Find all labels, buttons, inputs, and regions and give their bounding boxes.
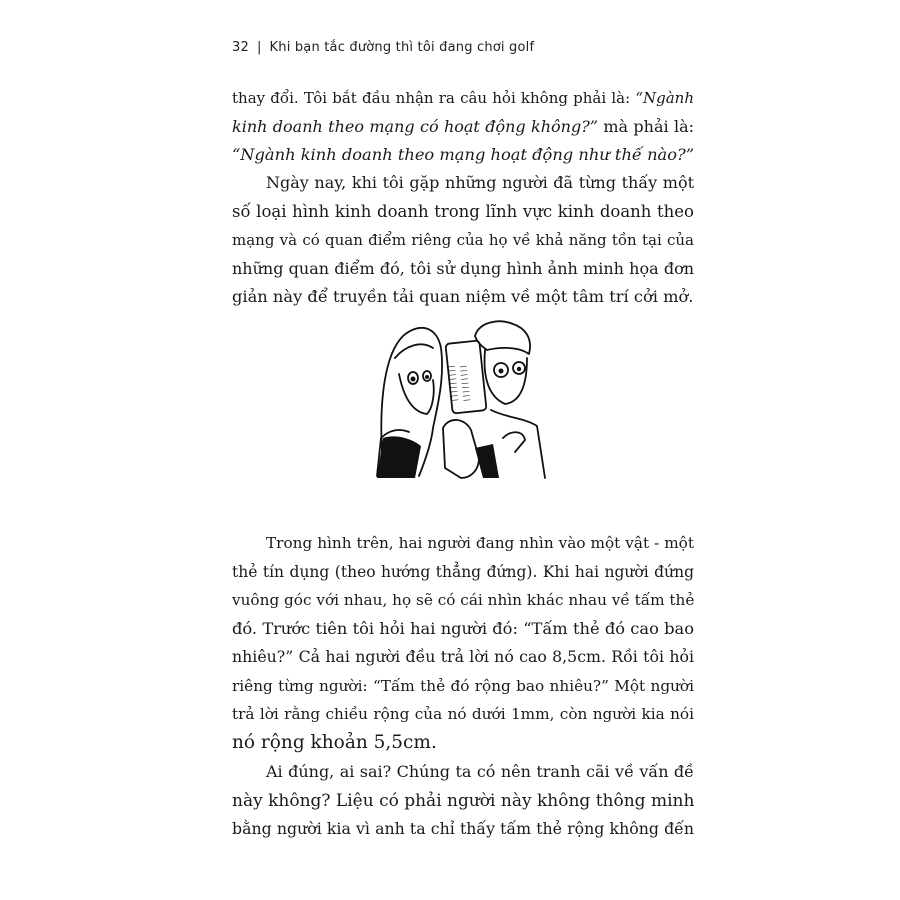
man-face <box>485 350 527 404</box>
woman-hair-inner <box>395 344 433 358</box>
p4-line: bằng người kia vì anh ta chỉ thấy tấm thẻ rộng không đến <box>232 819 694 838</box>
p2-line: giản này để truyền tải quan niệm về một tâm trí cởi mở. <box>232 287 694 306</box>
man-body <box>491 410 545 478</box>
p4-line: Ai đúng, ai sai? Chúng ta có nên tranh cãi về vấn đề <box>266 762 694 781</box>
man-hair <box>475 321 530 354</box>
illustration-two-people-card <box>375 318 547 480</box>
p3-line: riêng từng người: “Tấm thẻ đó rộng bao nhiêu?” Một người <box>232 676 694 695</box>
p2-line: những quan điểm đó, tôi sử dụng hình ảnh minh họa đơn <box>232 258 694 278</box>
running-header <box>232 40 534 55</box>
woman-dark-coat <box>377 436 421 478</box>
p1-line-2: kinh doanh theo mạng có hoạt động không?” mà phải là: <box>232 116 695 136</box>
p3-line: đó. Trước tiên tôi hỏi hai người đó: “Tấm thẻ đó cao bao <box>232 618 694 638</box>
p4-line: này không? Liệu có phải người này không thông minh <box>232 790 695 811</box>
p3-line: Trong hình trên, hai người đang nhìn vào một vật - một <box>266 534 694 552</box>
p3-line: trả lời rằng chiều rộng của nó dưới 1mm, còn người kia nói <box>232 705 694 723</box>
hand <box>443 420 479 478</box>
p3-line: thẻ tín dụng (theo hướng thẳng đứng). Khi hai người đứng <box>232 562 694 581</box>
paragraph-3 <box>232 529 694 757</box>
paragraph-4 <box>232 758 694 844</box>
card-text-left: ||||||||| <box>447 364 459 403</box>
p3-line: nhiêu?” Cả hai người đều trả lời nó cao 8,5cm. Rồi tôi hỏi <box>232 647 694 666</box>
p1-line-3: “Ngành kinh doanh theo mạng hoạt động như thế nào?” <box>232 145 695 164</box>
p2-line: số loại hình kinh doanh trong lĩnh vực kinh doanh theo <box>232 201 694 221</box>
p1-line-1: thay đổi. Tôi bắt đầu nhận ra câu hỏi không phải là: “Ngành <box>232 89 694 107</box>
paragraph-2 <box>232 169 694 312</box>
header-separator: | <box>256 40 262 55</box>
running-title: Khi bạn tắc đường thì tôi đang chơi golf <box>269 40 535 55</box>
p2-line: mạng và có quan điểm riêng của họ về khả năng tồn tại của <box>232 231 694 249</box>
p3-line: nó rộng khoản 5,5cm. <box>232 731 437 753</box>
finger-point <box>503 432 525 452</box>
p3-line: vuông góc với nhau, họ sẽ có cái nhìn khác nhau về tấm thẻ <box>232 591 695 609</box>
page-number: 32 <box>232 40 249 55</box>
card-text-right: ||||||||| <box>459 364 471 403</box>
p2-line: Ngày nay, khi tôi gặp những người đã từng thấy một <box>266 173 694 192</box>
paragraph-1 <box>232 84 694 170</box>
man-dark-sleeve <box>475 444 499 478</box>
